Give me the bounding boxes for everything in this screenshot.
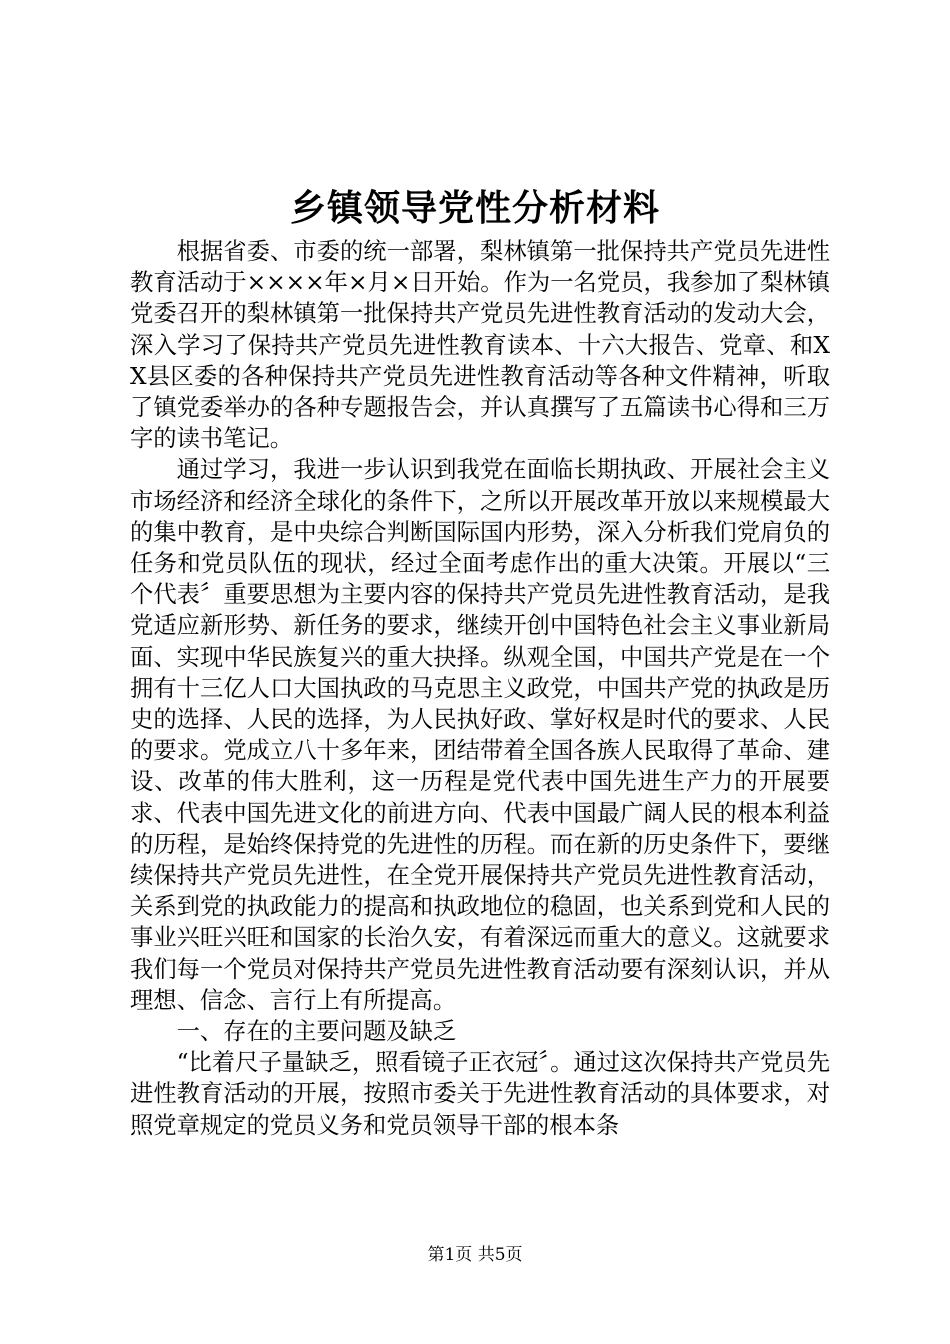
paragraph-section: “比着尺子量缺乏，照看镜子正衣冠〞。通过这次保持共产党员先进性教育活动的开展，按照市委关于先进性教育活动的具体要求，对照党章规定的党员义务和党员领导干部的根本条 [130,1049,830,1139]
page-number: 第1页 共5页 [427,1245,523,1265]
document-body [130,236,830,1141]
document-title: 乡镇领导党性分析材料 [289,187,660,229]
section-heading: 一、存在的主要问题及缺乏 [176,1018,457,1046]
paragraph-understanding: 通过学习，我进一步认识到我党在面临长期执政、开展社会主义市场经济和经济全球化的条件下，之所以开展改革开放以来规模最大的集中教育，是中央综合判断国际国内形势，深入分析我们党肩负的任务和党员队伍的现状，经过全面考虑作出的重大决策。开展以“三个代表〞重要思想为主要内容的保持共产党员先进性教育活动，是我党适应新形势、新任务的要求，继续开创中国特色社会主义事业新局面、实现中华民族复兴的重大抉择。纵观全国，中国共产党是在一个拥有十三亿人口大国执政的马克思主义政党，中国共产党的执政是历史的选择、人民的选择，为人民执好政、掌好权是时代的要求、人民的要求。党成立八十多年来，团结带着全国各族人民取得了革命、建设、改革的伟大胜利，这一历程是党代表中国先进生产力的开展要求、代表中国先进文化的前进方向、代表中国最广阔人民的根本利益的历程，是始终保持党的先进性的历程。而在新的历史条件下，要继续保持共产党员先进性，在全党开展保持共产党员先进性教育活动，关系到党的执政能力的提高和执政地位的稳固，也关系到党和人民的事业兴旺兴旺和国家的长治久安，有着深远而重大的意义。这就要求我们每一个党员对保持共产党员先进性教育活动要有深刻认识，并从理想、信念、言行上有所提高。 [130,456,830,1014]
paragraph-intro: 根据省委、市委的统一部署，梨林镇第一批保持共产党员先进性教育活动于××××年×月×日开始。作为一名党员，我参加了梨林镇党委召开的梨林镇第一批保持共产党员先进性教育活动的发动大会，深入学习了保持共产党员先进性教育读本、十六大报告、党章、和XX县区委的各种保持共产党员先进性教育活动等各种文件精神，听取了镇党委举办的各种专题报告会，并认真撰写了五篇读书心得和三万字的读书笔记。 [130,238,830,453]
